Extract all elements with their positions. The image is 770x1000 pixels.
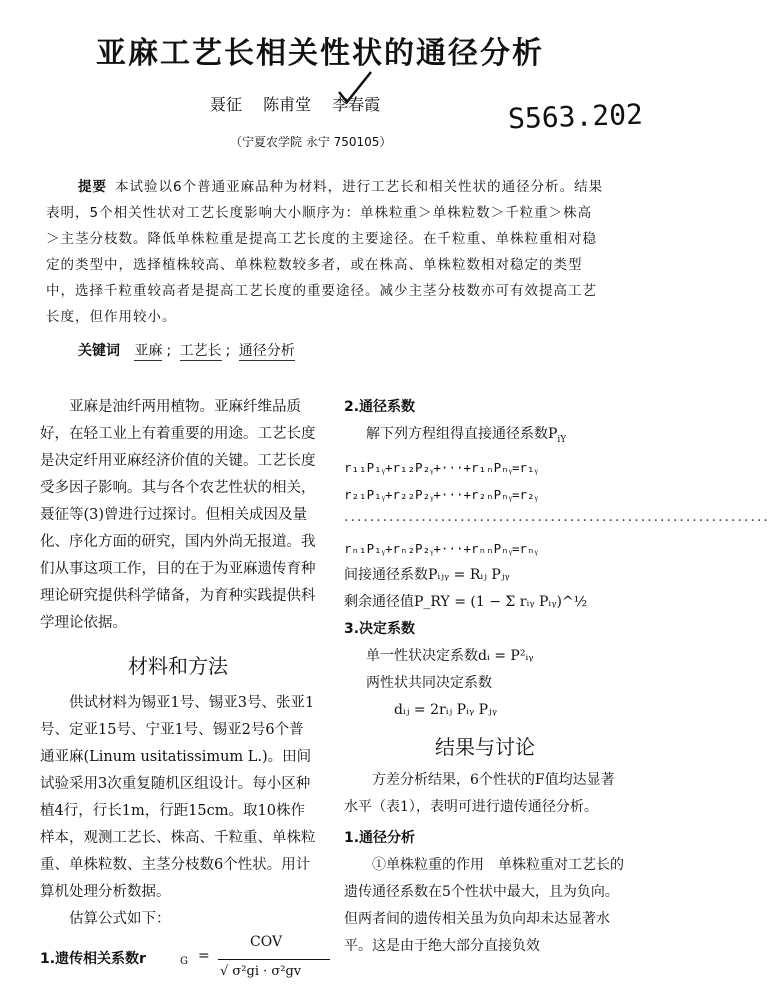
handwritten-classification: S563.202	[507, 97, 644, 136]
affiliation: （宁夏农学院 永宁 750105）	[230, 135, 392, 149]
formula-numerator: COV	[250, 934, 283, 950]
right-column	[344, 394, 770, 960]
paper-title: 亚麻工艺长相关性状的通径分析	[96, 36, 544, 71]
residual-path-formula: 剩余通径值P_RY = (1 − Σ rᵢᵧ Pᵢᵧ)^½	[344, 593, 588, 610]
section-heading-methods: 材料和方法	[128, 654, 228, 678]
formula-subscript: G	[180, 956, 188, 967]
dij-formula: dᵢⱼ = 2rᵢⱼ Pᵢᵧ Pⱼᵧ	[394, 701, 498, 718]
equation-row: rₙ₁P₁ᵧ+rₙ₂P₂ᵧ+···+rₙₙPₙᵧ=rₙᵧ	[344, 540, 538, 556]
solve-text: 解下列方程组得直接通径系数$P_{iY}$	[366, 426, 567, 445]
indirect-path-formula: 间接通径系数Pᵢⱼᵧ = Rᵢⱼ Pⱼᵧ	[344, 566, 510, 583]
single-determination: 单一性状决定系数dᵢ = P²ᵢᵧ	[366, 647, 534, 664]
abstract-label: 提要	[78, 179, 107, 195]
section-heading-results: 结果与讨论	[435, 734, 535, 759]
abstract	[46, 174, 606, 330]
author-list	[210, 92, 396, 115]
keywords: 关键词 亚麻 ; 工艺长 ; 通径分析	[78, 343, 295, 359]
equation-row: r₂₁P₁ᵧ+r₂₂P₂ᵧ+···+r₂ₙPₙᵧ=r₂ᵧ	[344, 486, 538, 502]
path-analysis-paragraph: ①单株粒重的作用 单株粒重对工艺长的遗传通径系数在5个性状中最大，且为负向。但两者间的遗传相关虽为负向却未达显著水平。这是由于绝大部分直接负效	[344, 856, 624, 954]
results-paragraph: 方差分析结果，6个性状的F值均达显著水平（表1），表明可进行遗传通径分析。	[344, 771, 615, 815]
heading-determination: 3.决定系数	[344, 620, 416, 637]
formula-denominator: √ σ²gi · σ²gv	[220, 964, 302, 979]
formula-label: 1.遗传相关系数r	[40, 951, 146, 967]
joint-determination: 两性状共同决定系数	[366, 674, 492, 691]
intro-paragraph: 亚麻是油纤两用植物。亚麻纤维品质好，在轻工业上有着重要的用途。工艺长度是决定纤用亚麻经济价值的关键。工艺长度受多因子影响。其与各个农艺性状的相关，聂征等(3)曾进行过探讨。但相关成因及量化、序化方面的研究，国内外尚无报道。我们从事这项工作，目的在于为亚麻遗传育种理论研究提供科学储备，为育种实践提供科学理论依据。	[40, 399, 316, 631]
genetic-correlation-formula: 1.遗传相关系数r G = COV √ σ²gi · σ²gv	[40, 928, 340, 998]
equation-row: r₁₁P₁ᵧ+r₁₂P₂ᵧ+···+r₁ₙPₙᵧ=r₁ᵧ	[344, 459, 538, 475]
methods-paragraph: 供试材料为锡亚1号、锡亚3号、张亚1号、定亚15号、宁亚1号、锡亚2号6个普通亚麻(Linum usitatissimum L.)。田间试验采用3次重复随机区组设计。每小区种植4行，行长1m，行距15cm。取10株作样本，观测工艺长、株高、千粒重、单株粒重、单株粒数、主茎分枝数6个性状。用计算机处理分析数据。	[40, 695, 316, 900]
formula-intro: 估算公式如下：	[69, 911, 171, 927]
fraction-bar	[218, 959, 330, 960]
author-name: 陈甫堂	[263, 95, 312, 114]
equation-ellipsis: ··································································	[344, 512, 770, 529]
keyword: 工艺长	[179, 343, 222, 359]
keywords-label: 关键词	[78, 343, 120, 359]
author-name: 李春霞	[332, 95, 381, 114]
heading-path-coefficient: 2.通径系数	[344, 399, 416, 415]
heading-path-analysis: 1.通径分析	[344, 829, 416, 846]
abstract-text: 本试验以6个普通亚麻品种为材料，进行工艺长和相关性状的通径分析。结果表明，5个相关性状对工艺长度影响大小顺序为：单株粒重＞单株粒数＞千粒重＞株高＞主茎分枝数。降低单株粒重是提高工艺长度的主要途径。在千粒重、单株粒重相对稳定的类型中，选择植株较高、单株粒数较多者，或在株高、单株粒数相对稳定的类型中，选择千粒重较高者是提高工艺长度的重要途径。减少主茎分枝数亦可有效提高工艺长度，但作用较小。	[46, 179, 604, 325]
keyword: 亚麻	[134, 343, 163, 359]
left-column	[40, 394, 316, 933]
keyword: 通径分析	[238, 343, 295, 359]
author-name: 聂征	[210, 95, 243, 114]
